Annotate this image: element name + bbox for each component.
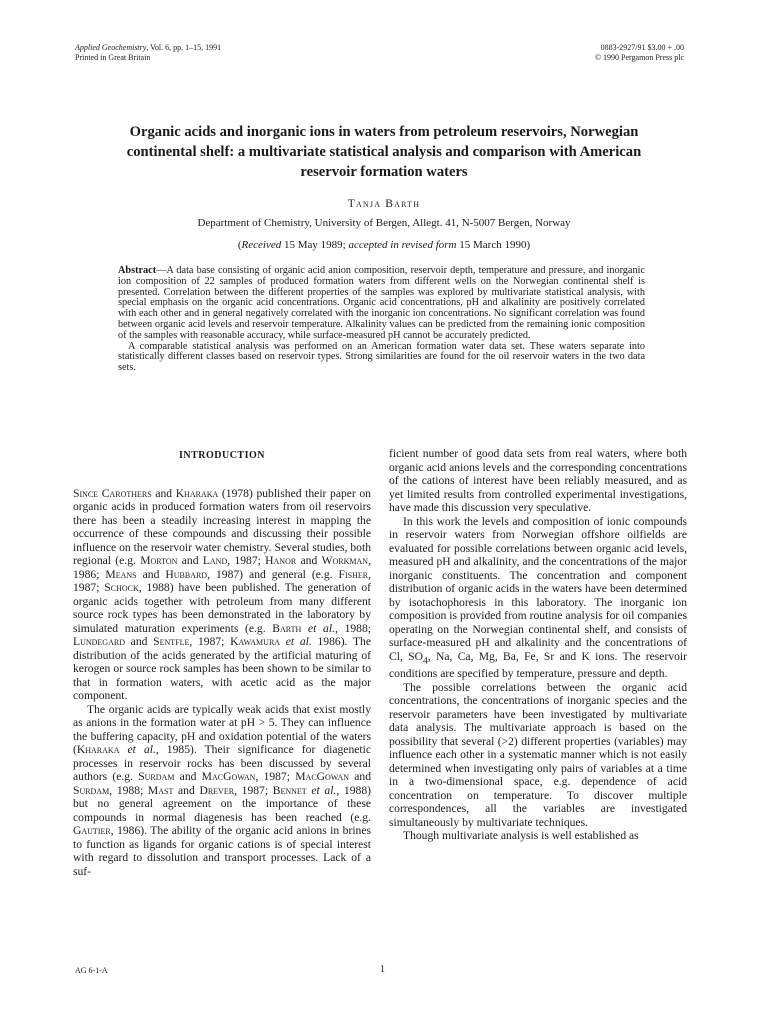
author-name: Tanja Barth xyxy=(347,198,421,210)
printed-note: Printed in Great Britain xyxy=(75,53,151,62)
journal-name: Applied Geochemistry xyxy=(75,43,147,52)
abstract-paragraph-2: A comparable statistical analysis was performed on an American formation water data set. These waters separate into statistically different classes based on reservoir types. Strong similarities are found for the oil reservoir waters in the two data sets. xyxy=(118,340,645,374)
journal-volume: , Vol. 6, pp. 1–15, 1991 xyxy=(146,43,222,52)
intro-paragraph-6: Though multivariate analysis is well established as xyxy=(403,829,639,843)
intro-paragraph-4: In this work the levels and composition of ionic compounds in reservoir waters from Norwegian offshore oilfields are evaluated for possible correlations between organic acid levels, measured pH and alkalinity, and the concentrations of the major inorganic constituents. The concentration and component distribution of organic acids in the waters have been determined by isotachophoresis in this laboratory. The inorganic ion composition is provided from routine analysis for oil companies operating on the Norwegian continental shelf, and consists of surface-measured pH and alkalinity and the concentrations of Cl, $SO_4$, Na, Ca, Mg, Ba, Fe, Sr and K ions. The reservoir conditions are specified by temperature, pressure and depth. xyxy=(389,514,687,681)
footer-code: AG 6-1-A xyxy=(75,966,108,975)
affiliation: Department of Chemistry, University of Bergen, Allegt. 41, N-5007 Bergen, Norway xyxy=(197,217,571,229)
right-column xyxy=(389,447,687,843)
publisher-header xyxy=(595,43,684,63)
abstract-label: Abstract xyxy=(118,265,157,276)
abstract-paragraph-1: —A data base consisting of organic acid anion composition, reservoir depth, temperature and pressure, and inorganic ion composition of 22 samples of produced formation waters from different wells on the Norwegian continental shelf is presented. Correlation between the different properties of the samples was explored by multivariate statistical analysis, with special emphasis on the organic acid concentrations. Organic acid concentrations, pH and alkalinity are positively correlated with each other and in general negatively correlated with the inorganic ion concentrations. No significant correlation was found between organic acid levels and reservoir temperature. Alkalinity values can be predicted from the remaining ionic composition of the samples with reasonable accuracy, while surface-measured pH cannot be accurately predicted. xyxy=(118,265,645,341)
intro-paragraph-3: ficient number of good data sets from real waters, where both organic acid anions levels and the corresponding concentrations of the cations of interest have been reliably measured, and as yet limited results from controlled experimental investigations, have made this discussion very speculative. xyxy=(389,447,687,514)
left-column xyxy=(73,449,371,878)
journal-header xyxy=(75,43,221,63)
section-heading: INTRODUCTION xyxy=(178,450,265,461)
copyright: © 1990 Pergamon Press plc xyxy=(594,53,684,62)
intro-paragraph-1: Since Carothers and Kharaka (1978) published their paper on organic acids in produced formation waters from oil reservoirs there has been a steadily increasing interest in mapping the occurrence of these compounds and discussing their possible influence on the reservoir water chemistry. Several studies, both regional (e.g. Morton and Land, 1987; Hanor and Workman, 1986; Means and Hubbard, 1987) and general (e.g. Fisher, 1987; Schock, 1988) have been published. The generation of organic acids together with petroleum from many different source rock types has been demonstrated in the laboratory by simulated maturation experiments (e.g. Barth et al., 1988; Lundegard and Sentfle, 1987; Kawamura et al. 1986). The distribution of the acids generated by the artificial maturing of kerogen or source rock samples has been shown to be similar to that in formation waters, with acetic acid as the major component. xyxy=(73,486,372,702)
abstract xyxy=(118,266,645,374)
received-dates: (Received 15 May 1989; accepted in revised form 15 March 1990) xyxy=(237,239,531,251)
paper-title: Organic acids and inorganic ions in waters from petroleum reservoirs, Norwegian continental shelf: a multivariate statistical analysis and comparison with American reservoir formation waters xyxy=(126,124,642,180)
intro-paragraph-2: The organic acids are typically weak acids that exist mostly as anions in the formation water at pH > 5. They can influence the buffering capacity, pH and oxidation potential of the waters (Kharaka et al., 1985). Their significance for diagenetic processes in reservoir rocks has been discussed by several authors (e.g. Surdam and MacGowan, 1987; MacGowan and Surdam, 1988; Mast and Drever, 1987; Bennet et al., 1988) but no general agreement on the importance of these compounds in normal diagenesis has been reached (e.g. Gautier, 1986). The ability of the organic acid anions in brines to function as ligands for organic cations is of special interest with regard to dissolution and transport processes. Lack of a suf- xyxy=(73,702,372,878)
intro-paragraph-5: The possible correlations between the organic acid concentrations, the concentrations of inorganic species and the reservoir parameters have been investigated by multivariate data analysis. The multivariate approach is based on the possibility that several (>2) different properties (variables) may influence each other in a systematic manner which is not easily determined when investigating only pairs of variables at a time in a two-dimensional space, e.g. dependence of acid concentration on temperature. To discover multiple correspondences, all the variables are investigated simultaneously by multivariate techniques. xyxy=(389,680,687,829)
price-code: 0883-2927/91 $3.00 + .00 xyxy=(600,43,684,52)
page-number: 1 xyxy=(380,964,385,975)
